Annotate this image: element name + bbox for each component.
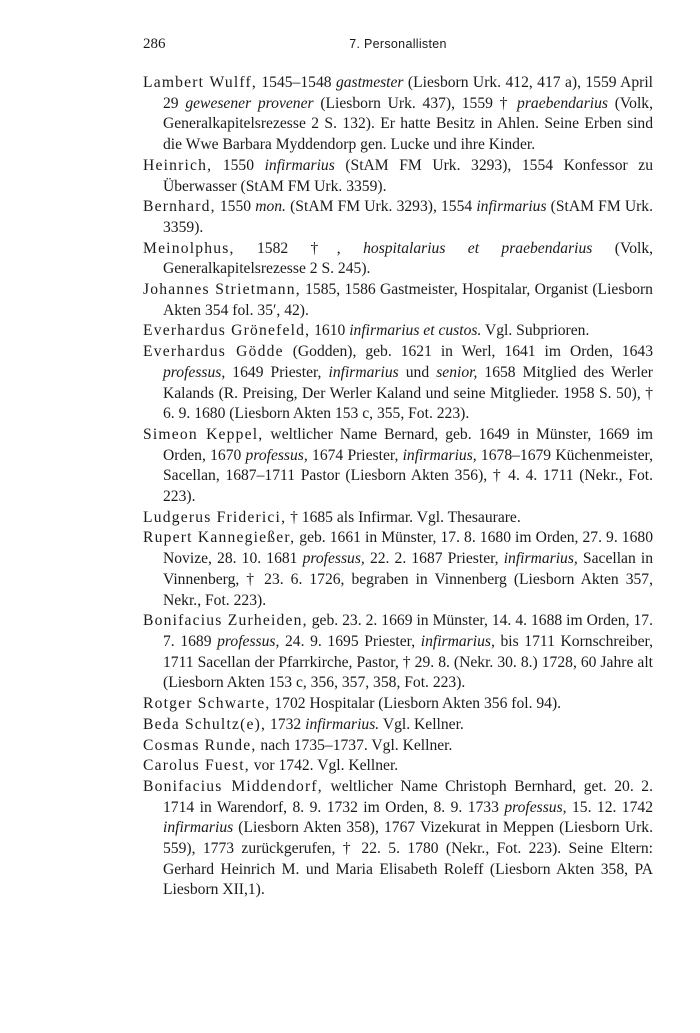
entry-text: 1649 Priester,	[225, 363, 329, 381]
list-entry	[143, 508, 653, 529]
entry-text: 24. 9. 1695 Priester,	[279, 632, 421, 650]
entry-italic-term: gastmester	[335, 74, 404, 91]
entry-italic-term: mon.	[255, 198, 286, 216]
entry-text: 1585, 1586 Gastmeister, Hospitalar, Organist (Liesborn Akten 354 fol. 35′, 42).	[163, 281, 653, 319]
entry-text: 1550	[215, 198, 256, 216]
entry-italic-term: infirmarius	[476, 198, 547, 216]
entry-text: (Liesborn Akten 358), 1767 Vizekurat in Meppen (Liesborn Urk. 559), 1773 zurückgerufen, † 22. 5. 1780 (Nekr., Fot. 223). Seine Eltern: Gerhard Heinrich M. und Maria Elisabeth Roleff (Liesborn Akten 358, PA Liesborn XII,1).	[163, 819, 653, 899]
entry-text: 1732	[266, 715, 306, 733]
list-entry	[143, 197, 653, 238]
list-entry	[143, 715, 653, 736]
personnel-list	[143, 73, 653, 901]
entry-italic-term: infirmarius,	[503, 550, 578, 568]
entry-italic-term: infirmarius.	[305, 715, 380, 733]
list-entry	[143, 528, 653, 611]
list-entry	[143, 342, 653, 425]
running-title: 7. Personallisten	[349, 37, 447, 51]
entry-text: Vgl. Subprioren.	[481, 322, 590, 340]
list-entry	[143, 73, 653, 156]
page-header	[143, 36, 653, 56]
entry-name: Everhardus Grönefeld,	[143, 322, 311, 340]
entry-italic-term: infirmarius	[328, 363, 399, 381]
entry-name: Ludgerus Friderici,	[143, 508, 287, 526]
entry-name: Cosmas Runde,	[143, 736, 257, 754]
entry-name: Heinrich,	[143, 156, 213, 174]
entry-name: Bonifacius Middendorf,	[143, 777, 323, 795]
page-number: 286	[143, 36, 166, 52]
entry-italic-term: professus,	[504, 798, 567, 816]
entry-italic-term: hospitalarius et praebendarius	[363, 239, 593, 257]
list-entry	[143, 425, 653, 508]
entry-text: 1610	[310, 322, 350, 340]
entry-name: Bonifacius Zurheiden,	[143, 612, 308, 630]
entry-text: 1702 Hospitalar (Liesborn Akten 356 fol. 94).	[270, 695, 562, 713]
list-entry	[143, 611, 653, 694]
entry-italic-term: infirmarius	[163, 819, 234, 837]
entry-text: Sacellan in Vinnenberg, † 23. 6. 1726, begraben in Vinnenberg (Liesborn Akten 357, Nekr., Fot. 223).	[163, 550, 653, 609]
entry-name: Simeon Keppel,	[143, 425, 264, 443]
list-entry	[143, 756, 653, 777]
entry-name: Johannes Strietmann,	[143, 281, 301, 299]
entry-name: Beda Schultz(e),	[143, 715, 267, 733]
entry-text: (StAM FM Urk. 3293), 1554	[285, 198, 477, 216]
list-entry	[143, 239, 653, 280]
entry-text: geb. 1661 in Münster, 17. 8. 1680 im Orden, 27. 9. 1680 Novize, 28. 10. 1681	[163, 529, 653, 568]
entry-text: 1678–1679 Küchenmeister, Sacellan, 1687–1711 Pastor (Liesborn Akten 356), † 4. 4. 1711 (Nekr., Fot. 223).	[163, 446, 653, 506]
entry-text: 1674 Priester,	[307, 446, 403, 464]
entry-text: 1582 †,	[234, 239, 364, 257]
entry-text: † 1685 als Infirmar. Vgl. Thesaurare.	[286, 508, 521, 526]
entry-italic-term: infirmarius	[264, 156, 335, 174]
entry-text: geb. 23. 2. 1669 in Münster, 14. 4. 1688 im Orden, 17. 7. 1689	[163, 612, 653, 650]
entry-name: Rotger Schwarte,	[143, 695, 271, 713]
entry-name: Lambert Wulff,	[143, 74, 257, 91]
entry-name: Carolus Fuest,	[143, 757, 250, 775]
entry-text: nach 1735–1737. Vgl. Kellner.	[256, 736, 453, 754]
entry-italic-term: gewesener provener	[185, 94, 314, 112]
entry-text: (StAM FM Urk. 3359).	[163, 198, 653, 236]
entry-text: 1550	[212, 156, 265, 174]
entry-italic-term: senior,	[436, 363, 478, 381]
entry-name: Meinolphus,	[143, 239, 235, 257]
entry-name: Everhardus Gödde	[143, 343, 284, 361]
entry-text: vor 1742. Vgl. Kellner.	[249, 757, 399, 775]
entry-text: und	[398, 363, 437, 381]
list-entry	[143, 280, 653, 321]
list-entry	[143, 156, 653, 197]
entry-text: 1658 Mitglied des Werler Kalands (R. Preising, Der Werler Kaland und seine Mitglieder. 1958 S. 50), † 6. 9. 1680 (Liesborn Akten 153 c, 355, Fot. 223).	[163, 363, 654, 423]
entry-text: (Liesborn Urk. 412, 417 a), 1559 April 29	[163, 74, 654, 112]
entry-text: Vgl. Kellner.	[379, 715, 464, 733]
entry-text: (Volk, Generalkapitelsrezesse 2 S. 245).	[163, 239, 654, 278]
entry-text: (Volk, Generalkapitelsrezesse 2 S. 132). Er hatte Besitz in Ahlen. Seine Erben sind die Wwe Barbara Myddendorp gen. Lucke und ihre Kinder.	[163, 94, 653, 154]
entry-italic-term: professus,	[245, 446, 308, 464]
entry-text: 22. 2. 1687 Priester,	[364, 550, 504, 568]
entry-name: Bernhard,	[143, 198, 216, 216]
entry-italic-term: infirmarius,	[402, 446, 477, 464]
entry-text: (Godden), geb. 1621 in Werl, 1641 im Orden, 1643	[283, 343, 653, 361]
entry-italic-term: professus,	[302, 550, 365, 568]
entry-text: (StAM FM Urk. 3293), 1554 Konfessor zu Überwasser (StAM FM Urk. 3359).	[163, 156, 653, 195]
entry-italic-term: infirmarius,	[420, 632, 495, 650]
entry-name: Rupert Kannegießer,	[143, 529, 296, 547]
list-entry	[143, 777, 653, 901]
entry-italic-term: praebendarius	[517, 94, 608, 112]
entry-italic-term: professus,	[163, 363, 226, 381]
entry-italic-term: professus,	[217, 632, 280, 650]
entry-italic-term: infirmarius et custos.	[349, 322, 482, 340]
entry-text: bis 1711 Kornschreiber, 1711 Sacellan der Pfarrkirche, Pastor, † 29. 8. (Nekr. 30. 8.) 1728, 60 Jahre alt (Liesborn Akten 153 c, 356, 357, 358, Fot. 223).	[163, 632, 653, 692]
list-entry	[143, 694, 653, 715]
list-entry	[143, 736, 653, 757]
entry-text: 15. 12. 1742	[566, 798, 653, 816]
entry-text: weltlicher Name Christoph Bernhard, get. 20. 2. 1714 in Warendorf, 8. 9. 1732 im Orden, 8. 9. 1733	[163, 777, 654, 816]
entry-text: 1545–1548	[256, 74, 336, 91]
entry-text: weltlicher Name Bernard, geb. 1649 in Münster, 1669 im Orden, 1670	[163, 425, 653, 464]
list-entry	[143, 321, 653, 342]
entry-text: (Liesborn Urk. 437), 1559 †	[313, 94, 518, 112]
